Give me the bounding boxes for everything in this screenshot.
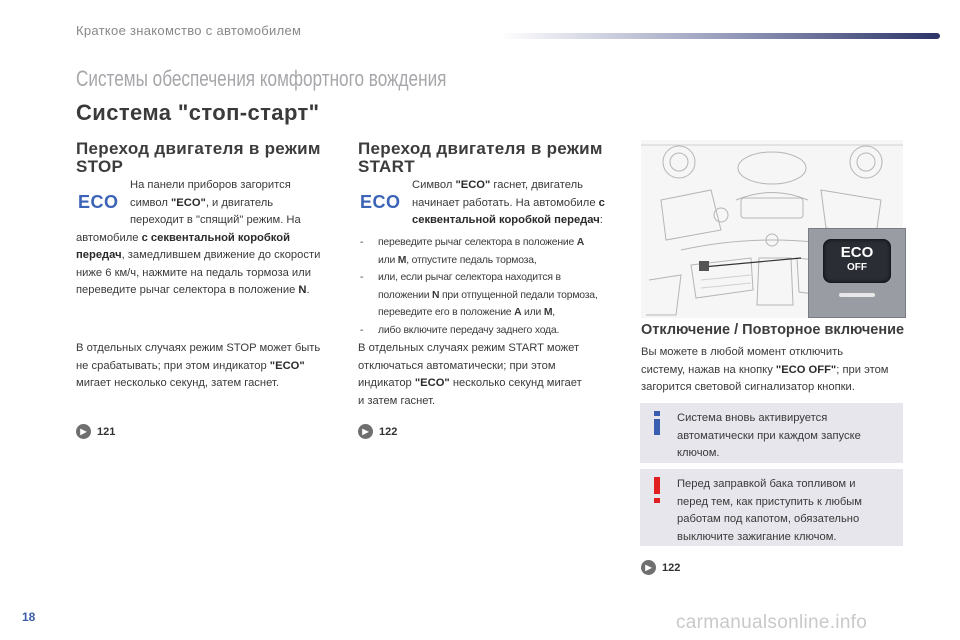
page-number: 18 [22, 610, 36, 624]
text-line: Символ "ECO" гаснет, двигатель [412, 179, 583, 191]
page-reference[interactable] [76, 424, 115, 439]
list-item: - либо включите передачу заднего хода. [358, 322, 633, 340]
text-line: Вы можете в любой момент отключить [641, 346, 844, 358]
start-heading-line1: Переход двигателя в режим [358, 139, 603, 158]
text-line: На панели приборов загорится [130, 179, 291, 191]
text-line: автомобиле с секвентальной коробкой [76, 231, 290, 244]
info-note-text [677, 410, 895, 463]
text-line: ниже 6 км/ч, нажмите на педаль тормоза или [76, 266, 311, 279]
eco-off-button-indicator [839, 293, 875, 297]
running-header: Краткое знакомство с автомобилем [76, 23, 302, 38]
page-reference-icon: ▶ [358, 424, 373, 439]
text-line: систему, нажав на кнопку "ECO OFF"; при этом [641, 363, 889, 376]
text-line: мигает несколько секунд, затем гаснет. [76, 377, 279, 389]
page-reference-number: 122 [662, 561, 681, 574]
eco-off-paragraph [641, 344, 911, 397]
header-rule [500, 33, 940, 39]
warning-icon [654, 477, 660, 503]
eco-off-button-label-off: OFF [847, 262, 867, 273]
list-item: - переведите рычаг селектора в положение A или M, отпустите педаль тормоза, [358, 234, 633, 269]
eco-off-button-label-eco: ECO [840, 244, 874, 261]
eco-off-button-face [823, 239, 891, 283]
text-line: индикатор "ECO" несколько секунд мигает [358, 377, 582, 389]
start-exception-paragraph [358, 340, 628, 410]
section-title: Системы обеспечения комфортного вождения [76, 66, 447, 91]
start-conditions-list [358, 234, 633, 339]
text-line: переходит в "спящий" режим. На [130, 214, 301, 226]
stop-heading [76, 140, 321, 176]
info-icon [653, 411, 661, 435]
list-item: - или, если рычаг селектора находится в положении N при отпущенной педали тормоза, переведите его в положение A или M, [358, 269, 633, 322]
text-line: передач, замедлившем движение до скорости [76, 249, 321, 261]
text-line: и затем гаснет. [358, 394, 436, 407]
warning-note-text [677, 476, 895, 546]
page-reference-icon: ▶ [641, 560, 656, 575]
stop-exception-paragraph [76, 340, 346, 393]
text-line: ключом. [677, 447, 720, 459]
stop-paragraph [76, 177, 346, 300]
start-heading [358, 140, 603, 176]
text-line: В отдельных случаях режим STOP может быть [76, 342, 321, 354]
text-line: работам под капотом, обязательно [677, 513, 860, 525]
text-line: загорится световой сигнализатор кнопки. [641, 381, 855, 393]
page-reference[interactable] [641, 560, 680, 575]
text-line: автоматически при каждом запуске [677, 429, 861, 442]
text-line: переведите рычаг селектора в положение N. [76, 284, 310, 296]
text-line: выключите зажигание ключом. [677, 530, 837, 543]
eco-off-heading: Отключение / Повторное включение [641, 322, 905, 338]
text-line: символ "ECO", и двигатель [130, 196, 274, 209]
page-reference-number: 121 [97, 425, 116, 438]
info-note [640, 403, 903, 463]
start-heading-line2: START [358, 157, 415, 176]
page-reference-icon: ▶ [76, 424, 91, 439]
page-reference-number: 122 [379, 425, 398, 438]
stop-heading-line2: STOP [76, 157, 124, 176]
warning-note [640, 469, 903, 546]
text-line: Перед заправкой бака топливом и [677, 478, 856, 490]
eco-symbol-icon: ECO [78, 192, 119, 212]
text-line: секвентальной коробкой передач: [412, 214, 603, 226]
text-line: В отдельных случаях режим START может [358, 342, 580, 354]
page-title: Система "стоп-старт" [76, 100, 320, 125]
text-line: не срабатывать; при этом индикатор "ECO" [76, 359, 305, 372]
start-paragraph [412, 177, 627, 230]
text-line: перед тем, как приступить к любым [677, 495, 863, 508]
eco-symbol-icon: ECO [360, 192, 401, 212]
stop-heading-line1: Переход двигателя в режим [76, 139, 321, 158]
watermark: carmanualsonline.info [676, 612, 868, 633]
text-line: начинает работать. На автомобиле с [412, 196, 605, 209]
page-reference[interactable] [358, 424, 397, 439]
text-line: Система вновь активируется [677, 412, 828, 424]
text-line: отключаться автоматически; при этом [358, 359, 556, 372]
eco-off-button[interactable] [808, 228, 906, 318]
